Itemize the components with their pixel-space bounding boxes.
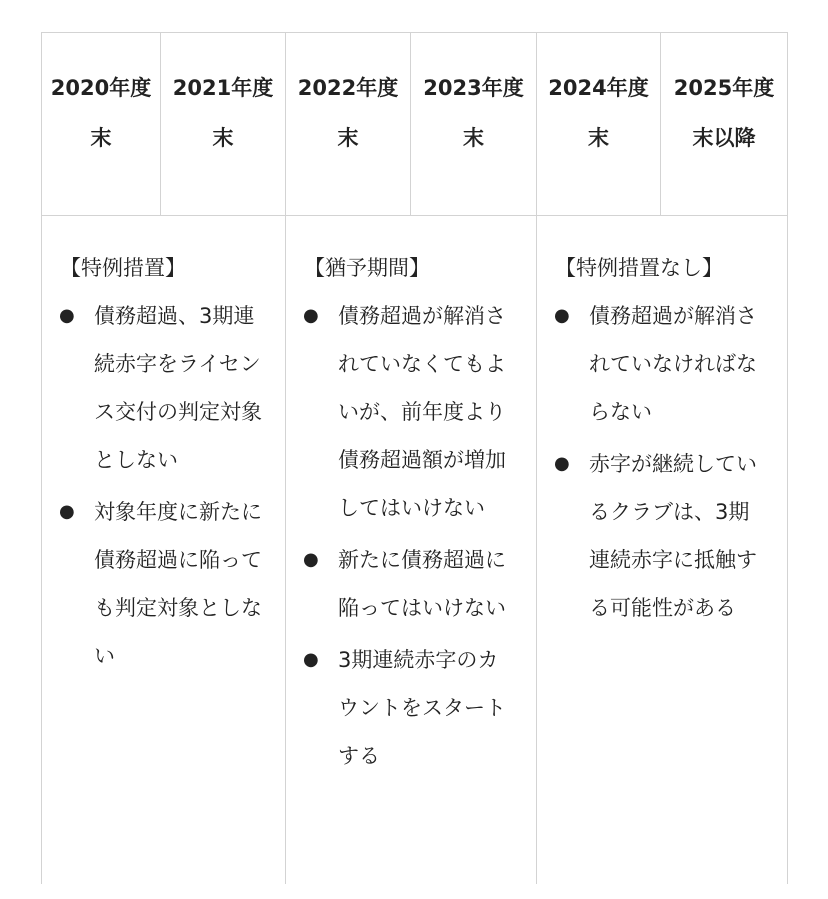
list-item: ● 3期連続赤字のカウントをスタートする: [300, 636, 536, 780]
header-fy2024: 2024年度末: [537, 33, 661, 216]
bullet-icon: ●: [554, 453, 570, 474]
list-item: ● 債務超過、3期連続赤字をライセンス交付の判定対象としない: [56, 292, 285, 484]
header-fy2021: 2021年度末: [161, 33, 286, 216]
header-fy2022: 2022年度末: [286, 33, 411, 216]
list-item: ● 債務超過が解消されていなければならない: [551, 292, 787, 436]
section-label: 【特例措置】: [60, 256, 186, 280]
license-schedule-table: [41, 32, 788, 884]
body-row: [42, 216, 788, 885]
bullet-list: [551, 292, 787, 632]
cell-no-special-measures: [537, 216, 788, 885]
list-item: ● 債務超過が解消されていなくてもよいが、前年度より債務超過額が増加してはいけない: [300, 292, 536, 532]
bullet-icon: ●: [303, 549, 319, 570]
list-item: ● 対象年度に新たに債務超過に陥っても判定対象としない: [56, 488, 285, 680]
section-label: 【猶予期間】: [304, 256, 430, 280]
header-fy2020: 2020年度末: [42, 33, 161, 216]
header-fy2023: 2023年度末: [411, 33, 537, 216]
header-fy2025-onward: 2025年度末以降: [661, 33, 788, 216]
list-item: ● 赤字が継続しているクラブは、3期連続赤字に抵触する可能性がある: [551, 440, 787, 632]
bullet-icon: ●: [303, 649, 319, 670]
header-row: [42, 33, 788, 216]
cell-grace-period: [286, 216, 537, 885]
list-item: ● 新たに債務超過に陥ってはいけない: [300, 536, 536, 632]
section-label: 【特例措置なし】: [555, 256, 723, 280]
bullet-icon: ●: [59, 501, 75, 522]
cell-special-measures: [42, 216, 286, 885]
bullet-list: [300, 292, 536, 780]
bullet-icon: ●: [303, 305, 319, 326]
bullet-icon: ●: [59, 305, 75, 326]
bullet-list: [56, 292, 285, 680]
bullet-icon: ●: [554, 305, 570, 326]
